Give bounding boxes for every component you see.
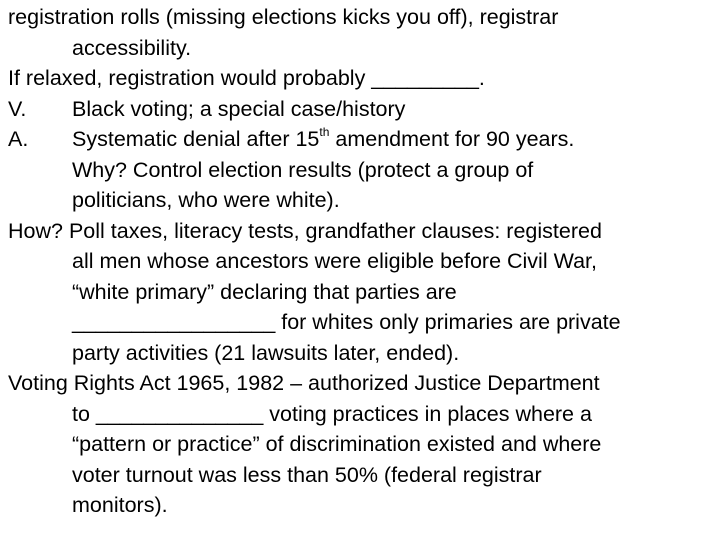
text-line: “white primary” declaring that parties are — [72, 279, 457, 304]
text-fragment: amendment for 90 years. — [329, 127, 575, 151]
text-line: How? Poll taxes, literacy tests, grandfather clauses: registered — [8, 218, 602, 243]
text-line: Why? Control election results (protect a group of — [72, 157, 534, 182]
text-line: If relaxed, registration would probably _________. — [8, 66, 485, 90]
text-line: all men whose ancestors were eligible before Civil War, — [72, 249, 597, 273]
text-line: Voting Rights Act 1965, 1982 – authorized Justice Department — [8, 371, 600, 395]
outline-label: A. — [8, 127, 29, 151]
outline-label: V. — [8, 96, 27, 121]
text-fragment: Systematic denial after 15 — [72, 127, 320, 151]
text-line: registration rolls (missing elections kicks you off), registrar — [8, 5, 559, 29]
text-line: monitors). — [72, 493, 168, 517]
text-line: to ______________ voting practices in places where a — [72, 401, 592, 426]
superscript: th — [319, 124, 330, 139]
text-line: party activities (21 lawsuits later, ended). — [72, 340, 460, 365]
text-line: “pattern or practice” of discrimination existed and where — [72, 432, 602, 456]
outline-heading: Black voting; a special case/history — [72, 96, 406, 121]
outline-item-a — [8, 124, 720, 155]
text-line: voter turnout was less than 50% (federal registrar — [72, 462, 542, 487]
text-line: _________________ for whites only primaries are private — [72, 310, 621, 334]
text-line: accessibility. — [72, 35, 192, 60]
text-line: politicians, who were white). — [72, 188, 340, 212]
outline-item-v — [8, 94, 720, 125]
